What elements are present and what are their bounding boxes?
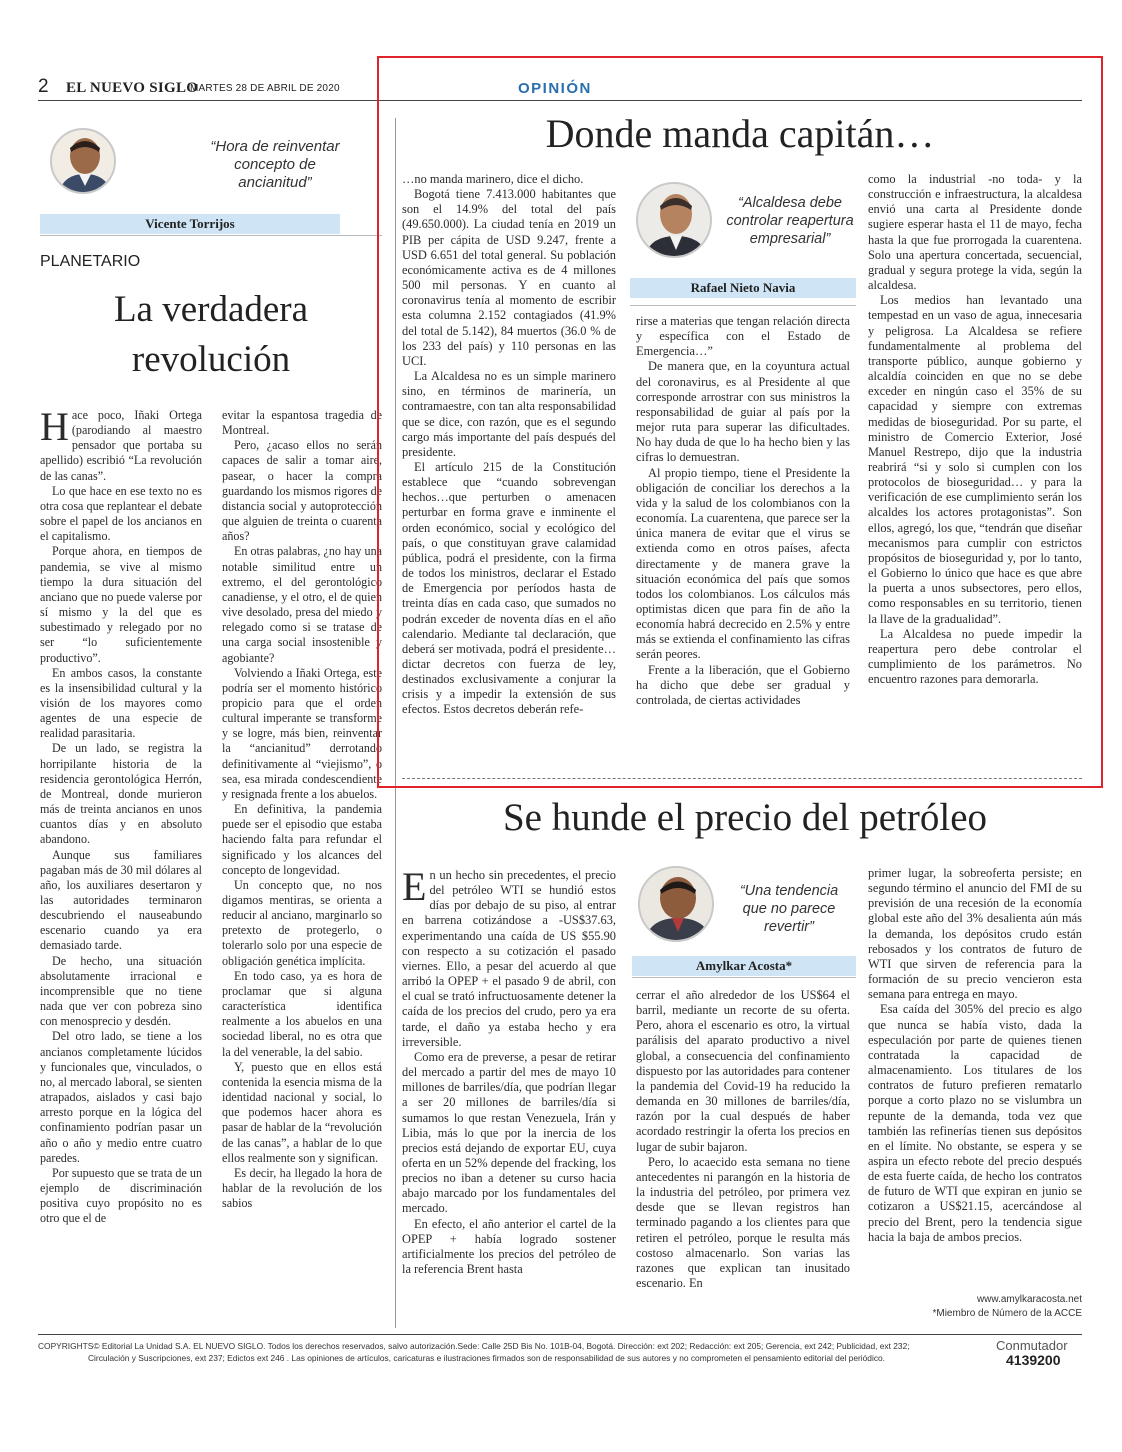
switchboard-label: Conmutador	[996, 1338, 1068, 1353]
left-col2-p7: Y, puesto que en ellos está contenida la esencia misma de la identidad nacional y social, lo que podemos hacer ahora es pasar de hablar de la “revolución de las canas”, a hablar de lo que ellos realmente son y significan.	[222, 1059, 382, 1165]
oil-col2-p1: Pero, lo acaecido esta semana no tiene antecedentes ni parangón en la historia de la industria del petróleo, por primera vez desde que se llevan registros han terminado pagando a los clientes para que retiren el petróleo, porque le resulta más costoso almacenarlo. Son varias las razones que explican tan inusitado escenario. En	[636, 1154, 850, 1290]
main-col1-p2: La Alcaldesa no es un simple marinero sino, en términos de marinería, un contramaestre, con tan alta responsabilidad que se dice, con razón, que es el segundo cargo más importante del país después del presidente.	[402, 369, 616, 459]
main-article-title: Donde manda capitán…	[545, 111, 935, 156]
footer-rule	[38, 1334, 1082, 1335]
main-col2-p3: Frente a la liberación, que el Gobierno ha dicho que debe ser gradual y controlada, de ciertas actividades	[636, 662, 850, 707]
oil-article-col2	[636, 988, 850, 1328]
left-col2-p6: En todo caso, ya es hora de proclamar que si alguna característica identifica realmente a los abuelos en una sociedad liberal, no es otra que la del venerable, la del sabio.	[222, 968, 382, 1059]
main-col3-p2: La Alcaldesa no puede impedir la reapertura pero debe controlar el cumplimiento de los parámetros. No encuentro razones para demorarla.	[868, 626, 1082, 687]
author-portrait-torrijos	[50, 128, 116, 194]
oil-col1-p0: En un hecho sin precedentes, el precio del petróleo WTI se hundió estos días por debajo de su piso, al entrar en barrena cotizándose a -US$37.63, experimentando una caída de US $55.90 con respecto a su cotización el pasado viernes. Ello, a pesar del acuerdo al que arribó la OPEP + el pasado 9 de abril, con el cual se trató infructuosamente detener la caída de los precios del crudo, pero ya era tarde, el daño ya estaba hecho y era irreversible.	[402, 868, 616, 1049]
main-col3-p1: Los medios han levantado una tempestad en un vaso de agua, innecesaria y peligrosa. La Alcaldesa se refiere fundamentalmente al problema del transporte público, aunque gobierno y alcaldía coinciden en que no se debe exceder en ningún caso el 35% de su capacidad y siempre con extremas medidas de bioseguridad. Por su parte, el ministro de Comercio Exterior, José Manuel Restrepo, dijo que la industria reabrirá “si y solo si cumplen con los protocolos de bioseguridad… y para la verificación de ese cumplimiento serán los alcaldes los actores protagonistas”. Son ellos, agregó, los que, “tendrán que diseñar mecanismos para cumplir con estrictos propósitos de bioseguridad y, por lo tanto, el Gobierno lo único que hace es que abre la puerta a unos subsectores, pero ellos, como responsables en su territorio, tienen la llave de la gradualidad”.	[868, 293, 1082, 626]
left-article-title-1: La verdadera	[113, 289, 309, 330]
portrait-illustration	[640, 868, 714, 942]
oil-col2-p0: cerrar el año alrededor de los US$64 el barril, mediante un recorte de su oferta. Pero, ahora el escenario es otro, la virtual parálisis del aparato productivo a nivel global, a consecuencia del confinamiento dispuesto por las autoridades para contener la pandemia del Covid-19 ha reducido la demanda en 30 millones de barriles/día, razón por la cual después de haber acordado restringir la oferta los precios en lugar de subir bajaron.	[636, 988, 850, 1154]
oil-article-col3	[868, 866, 1082, 1286]
left-col2-p0: evitar la espantosa tragedia de Montreal.	[222, 408, 382, 438]
left-col2-p5: Un concepto que, no nos digamos mentiras, se orienta a reducir al anciano, marginarlo so pretexto de protegerlo, o tolerarlo solo por una especie de obligación genética implícita.	[222, 877, 382, 968]
left-col1-p7: Del otro lado, se tiene a los ancianos completamente lúcidos y funcionales que, vinculados, o no, al mercado laboral, se sienten atrapados, aislados y casi bajo arresto porque en la lógica del confinamiento podrían pasar un año o año y medio entre cuatro paredes.	[40, 1029, 202, 1165]
left-author-name: Vicente Torrijos	[40, 214, 340, 234]
portrait-illustration	[52, 130, 116, 194]
footer-copyright	[38, 1340, 988, 1364]
left-col2-p4: En definitiva, la pandemia puede ser el episodio que estaba haciendo falta para refundar el significado y los alcances del concepto de longevidad.	[222, 802, 382, 877]
left-col2-p2: En otras palabras, ¿no hay una notable similitud entre un extremo, el del gerontológico canadiense, y el otro, el de quien vive desolado, presa del miedo y relegado como si se tratase de una carga social insostenible y agobiante?	[222, 544, 382, 665]
main-col1-p0: …no manda marinero, dice el dicho.	[402, 172, 584, 186]
footer-line-2: Circulación y Suscripciones, ext 237; Edictos ext 246 . Las opiniones de artículos, caricaturas e ilustraciones firmados son de responsabilidad de sus autores y no comprometen el pensamiento editorial del periódico.	[88, 1353, 885, 1363]
oil-col3-p0: primer lugar, la sobreoferta persiste; en segundo término el anuncio del FMI de su previsión de una recesión de la economía global este año del 3% desalienta aún más la demanda, los depósitos crudo están rebosados y los contratos de futuro de WTI que sirven de referencia para la formación de su precio vencieron esta semana para entrega en mayo.	[868, 866, 1082, 1002]
publication-date: MARTES 28 DE ABRIL DE 2020	[190, 83, 340, 94]
left-col1-p2: Porque ahora, en tiempos de pandemia, se vive al mismo tiempo la dura situación del anciano que no puede valerse por sí mismo y la del que es subestimado y relegado por no ser “lo suficientemente productivo”.	[40, 544, 202, 665]
footer-line-1: COPYRIGHTS© Editorial La Unidad S.A. EL NUEVO SIGLO. Todos los derechos reservados, salvo autorización.Sede: Calle 25D Bis No. 101B-04, Bogotá. Dirección: ext 202; Redacción: ext 205; Gerencia, ext 242; Publicidad, ext 232;	[38, 1341, 910, 1351]
main-col2-p0: rirse a materias que tengan relación directa y específica con el Estado de Emergencia…”	[636, 314, 850, 359]
left-article-col2	[222, 408, 382, 1333]
left-col1-p5: Aunque sus familiares pagaban más de 30 mil dólares al año, los auxiliares desertaron y las autoridades terminaron descubriendo el nauseabundo escenario cuando ya era demasiado tarde.	[40, 847, 202, 953]
left-author-box	[40, 118, 382, 236]
main-col2-p1: De manera que, en la coyuntura actual del coronavirus, es al Presidente al que corresponde arrostrar con sus ministros la responsabilidad de guiar al país por la mejor ruta para superar las dificultades. No hay duda de que lo ha hecho bien y las cifras lo demuestran.	[636, 359, 850, 465]
left-col1-p0: Hace poco, Iñaki Ortega (parodiando al maestro pensador que portaba su apellido) escribió “La revolución de las canas”.	[40, 408, 202, 483]
oil-col1-p2: En efecto, el año anterior el cartel de la OPEP + había logrado sostener artificialmente los precios del petróleo de la referencia Brent hasta	[402, 1216, 616, 1277]
oil-pull-quote: “Una tendencia que no parece revertir”	[739, 883, 839, 935]
highlight-frame	[377, 56, 1103, 788]
author-portrait-acosta	[638, 866, 714, 942]
switchboard-number: 4139200	[1006, 1352, 1061, 1368]
left-col1-p8: Por supuesto que se trata de un ejemplo de discriminación positiva cuyo propósito no es otro que el de	[40, 1165, 202, 1226]
left-article-title-2: revolución	[131, 339, 291, 380]
page-number: 2	[38, 76, 49, 97]
main-col2-p2: Al propio tiempo, tiene el Presidente la obligación de conciliar los derechos a la vida y la salud de los colombianos con la economía. La cuarentena, que parece ser la única manera de evitar que el virus se extienda como en otros países, afecta directamente y de manera grave la situación económica del país que somos todos los colombianos. Los cálculos más optimistas dicen que para fin de año la economía habrá decrecido en 2.5% y entre más se extienda el confinamiento las cifras serán peores.	[636, 465, 850, 662]
drop-cap: H	[40, 408, 69, 449]
main-col1-p1: Bogotá tiene 7.413.000 habitantes que son el 14.9% del total del país (49.650.000). La ciudad tenía en 2019 un PIB per cápita de USD 9.247, frente a USD 6.651 del total general. Su población económicamente activa es de 4 millones 500 mil personas. Y en cuanto al coronavirus tenía al momento de escribir esta columna 2.152 contagiados (41.9% del total de 5.142), 84 muertos (36.0 % de los 233 del país) y 110 personas en las UCI.	[402, 187, 616, 368]
left-col1-p6: De hecho, una situación absolutamente irracional e incomprensible que no tiene nada que ver con pobreza sino con menosprecio y desdén.	[40, 953, 202, 1029]
oil-col3-p1: Esa caída del 305% del precio es algo que nunca se había visto, dada la especulación por parte de quienes tienen contratada la capacidad de almacenamiento. Los titulares de los contratos de futuro prefieren rematarlo porque a corto plazo no se vislumbra un repunte de la demanda, toda vez que también las refinerías tienen sus depósitos en el límite. No obstante, se espera y se aspira un efecto rebote del precio después de esta fuerte caída, de hecho los contratos de futuro de WTI que expiran en junio se cotizaron a US$21.15, acercándose al precio del Brent, pero la tendencia sigue hacia la baja de ambos precios.	[868, 1002, 1082, 1244]
section-label: OPINIÓN	[518, 80, 592, 97]
left-col2-p3: Volviendo a Iñaki Ortega, este podría ser el momento histórico propicio para que el orden cultural imperante se transforme y se logre, más bien, reinventar la “ancianitud” derrotando definitivamente al “viejismo”, o sea, esa mirada condescendiente y resignada frente a los abuelos.	[222, 665, 382, 801]
main-col1-p3: El artículo 215 de la Constitución establece que “cuando sobrevengan hechos…que perturben o amenacen perturbar en forma grave e inminente el orden económico, social y ecológico del país, o que constituyan grave calamidad pública, podrá el presidente, con la firma de todos los ministros, declarar el Estado de Emergencia por períodos hasta de treinta días en cada caso, que sumados no podrán exceder de noventa días en el año calendario. Mediante tal declaración, que deberá ser motivada, podrá el presidente… dictar decretos con fuerza de ley, destinados exclusivamente a conjurar la crisis y a impedir la extensión de sus efectos. Estos decretos deberán refe-	[402, 459, 616, 717]
oil-article-col1	[402, 868, 616, 1328]
publication-name: EL NUEVO SIGLO	[66, 80, 199, 96]
left-article-col1	[40, 408, 202, 1333]
left-col1-p3: En ambos casos, la constante es la insensibilidad cultural y la visión de los mayores como agentes de una especie de realidad parasitaria.	[40, 665, 202, 741]
main-pull-quote: “Alcaldesa debe controlar reapertura empresarial”	[726, 195, 854, 247]
drop-cap: E	[402, 868, 427, 909]
left-col2-p1: Pero, ¿acaso ellos no serán capaces de salir a tomar aire, pasear, o hacer la compra guardando los mismos rigores de distancia social y autoprotección que alguien de treinta o cuarenta años?	[222, 438, 382, 544]
oil-author-url: www.amylkaracosta.net	[976, 1294, 1082, 1305]
left-col1-p1: Lo que hace en ese texto no es otra cosa que replantear el debate sobre el papel de los ancianos en el capitalismo.	[40, 483, 202, 544]
left-section-label: PLANETARIO	[40, 253, 141, 270]
left-pull-quote: “Hora de reinventar concepto de ancianitud”	[210, 138, 340, 191]
oil-col1-p1: Como era de preverse, a pesar de retirar del mercado a partir del mes de mayo 10 millones de barriles/día, que podrían llegar a ser 20 millones de barriles/día si sumamos lo que restan Venezuela, Irán y Libia, más lo que por la inercia de los precios está dejando de exportar EU, cuya oferta en un 52% depende del fracking, los precios no iban a detener su curso hacia abajo marcado por los fundamentales del mercado.	[402, 1049, 616, 1216]
oil-article-title: Se hunde el precio del petróleo	[502, 796, 988, 839]
left-col1-p4: De un lado, se registra la horripilante historia de la residencia gerontológica Herrón, de Montreal, donde murieron más de treinta ancianos en unos cuantos días y en absoluto abandono.	[40, 741, 202, 847]
oil-author-box	[632, 860, 856, 978]
main-col3-p0: como la industrial -no toda- y la construcción e infraestructura, la alcaldesa envió una carta al Presidente donde sugiere esperar hasta el 11 de mayo, fecha hasta la que fue prorrogada la cuarentena. Solo una apertura concertada, secuencial, gradual y segura protege la vida, según la alcaldesa.	[868, 172, 1082, 293]
main-author-name: Rafael Nieto Navia	[630, 278, 856, 298]
oil-author-name: Amylkar Acosta*	[632, 956, 856, 976]
oil-author-footnote: *Miembro de Número de la ACCE	[932, 1308, 1082, 1319]
left-col2-p8: Es decir, ha llegado la hora de hablar de la revolución de los sabios	[222, 1165, 382, 1211]
